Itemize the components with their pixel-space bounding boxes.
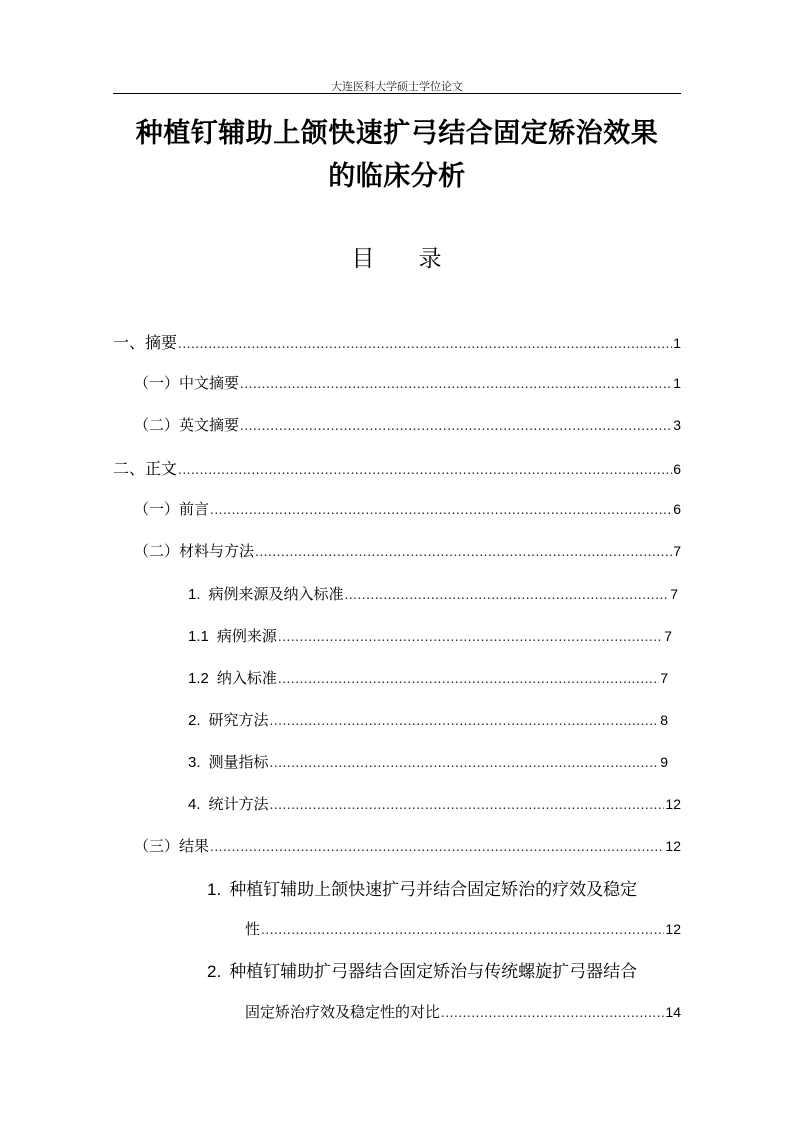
toc-entry-label: 纳入标准 bbox=[216, 669, 277, 687]
toc-entry-page: 3 bbox=[673, 417, 681, 433]
toc-entry-label: （三）结果 bbox=[134, 837, 210, 855]
toc-entry-page: 7 bbox=[670, 586, 678, 602]
toc-entry-label: 病例来源及纳入标准 bbox=[208, 585, 344, 603]
toc-entry-number: 1.2 bbox=[188, 670, 209, 687]
leader-dots bbox=[240, 377, 672, 391]
leader-dots bbox=[210, 503, 672, 517]
leader-dots bbox=[345, 588, 670, 602]
toc-entry-page: 12 bbox=[665, 796, 681, 812]
toc-entry[interactable] bbox=[188, 793, 681, 814]
toc-entry-continuation[interactable] bbox=[245, 918, 681, 939]
toc-entry-label: 二、正文 bbox=[113, 459, 178, 478]
document-title bbox=[100, 112, 694, 198]
toc-entry-page: 7 bbox=[660, 670, 668, 686]
toc-entry-page: 1 bbox=[673, 335, 681, 351]
toc-entry-page: 8 bbox=[660, 712, 668, 728]
toc-entry-page: 12 bbox=[665, 838, 681, 854]
toc-entry-label-line1: 种植钉辅助扩弓器结合固定矫治与传统螺旋扩弓器结合 bbox=[229, 962, 638, 982]
toc-entry-label: （一）前言 bbox=[134, 500, 210, 518]
toc-entry-page: 9 bbox=[660, 754, 668, 770]
leader-dots bbox=[278, 630, 663, 644]
leader-dots bbox=[255, 545, 672, 559]
toc-entry-multiline[interactable] bbox=[207, 875, 637, 900]
toc-entry-label: 研究方法 bbox=[208, 711, 269, 729]
toc-entry-label: 统计方法 bbox=[208, 795, 269, 813]
leader-dots bbox=[441, 1006, 664, 1020]
toc-entry-label: 病例来源 bbox=[216, 627, 277, 645]
toc-heading: 目录 bbox=[351, 246, 486, 272]
title-line-2: 的临床分析 bbox=[328, 161, 466, 192]
toc-entry-label: （二）英文摘要 bbox=[134, 416, 240, 434]
leader-dots bbox=[240, 419, 672, 433]
toc-entry-number: 2. bbox=[207, 962, 222, 981]
toc-entry-label: 测量指标 bbox=[208, 753, 269, 771]
toc-entry[interactable] bbox=[134, 498, 681, 519]
toc-entry-label: （二）材料与方法 bbox=[134, 542, 255, 560]
header-rule bbox=[113, 93, 681, 94]
toc-entry-label-line1: 种植钉辅助上颌快速扩弓并结合固定矫治的疗效及稳定 bbox=[229, 880, 638, 900]
toc-entry-page: 6 bbox=[673, 461, 681, 477]
leader-dots bbox=[178, 337, 672, 351]
toc-entry[interactable] bbox=[188, 751, 668, 772]
toc-entry[interactable] bbox=[134, 414, 681, 435]
toc-entry-page: 14 bbox=[665, 1004, 681, 1020]
leader-dots bbox=[178, 463, 672, 477]
leader-dots bbox=[210, 840, 664, 854]
toc-entry[interactable] bbox=[113, 456, 681, 479]
toc-entry-continuation[interactable] bbox=[245, 1001, 681, 1022]
toc-entry-page: 7 bbox=[664, 628, 672, 644]
toc-entry-multiline[interactable] bbox=[207, 957, 637, 982]
toc-entry-label-line2: 性 bbox=[245, 920, 261, 938]
toc-entry[interactable] bbox=[188, 625, 672, 646]
leader-dots bbox=[261, 923, 664, 937]
toc-entry[interactable] bbox=[134, 540, 681, 561]
toc-entry-label-line2: 固定矫治疗效及稳定性的对比 bbox=[245, 1003, 441, 1021]
toc-entry-page: 1 bbox=[673, 375, 681, 391]
running-header: 大连医科大学硕士学位论文 bbox=[331, 80, 463, 93]
leader-dots bbox=[270, 714, 660, 728]
leader-dots bbox=[270, 756, 660, 770]
toc-entry-number: 1.1 bbox=[188, 628, 209, 645]
toc-entry[interactable] bbox=[134, 835, 681, 856]
toc-entry[interactable] bbox=[188, 583, 678, 604]
toc-entry-page: 7 bbox=[673, 543, 681, 559]
toc-entry-page: 12 bbox=[665, 921, 681, 937]
toc-entry[interactable] bbox=[188, 667, 668, 688]
toc-entry-number: 1. bbox=[207, 880, 222, 899]
toc-entry[interactable] bbox=[188, 709, 668, 730]
leader-dots bbox=[278, 672, 659, 686]
toc-entry-page: 6 bbox=[673, 501, 681, 517]
leader-dots bbox=[270, 798, 665, 812]
toc-entry-label: 一、摘要 bbox=[113, 333, 178, 352]
toc-entry-number: 3. bbox=[188, 754, 201, 771]
toc-entry-number: 2. bbox=[188, 712, 201, 729]
toc-entry-number: 1. bbox=[188, 586, 201, 603]
toc-entry-label: （一）中文摘要 bbox=[134, 374, 240, 392]
toc-entry[interactable] bbox=[134, 372, 681, 393]
title-line-1: 种植钉辅助上颌快速扩弓结合固定矫治效果 bbox=[135, 118, 659, 149]
toc-entry[interactable] bbox=[113, 330, 681, 353]
toc-entry-number: 4. bbox=[188, 796, 201, 813]
